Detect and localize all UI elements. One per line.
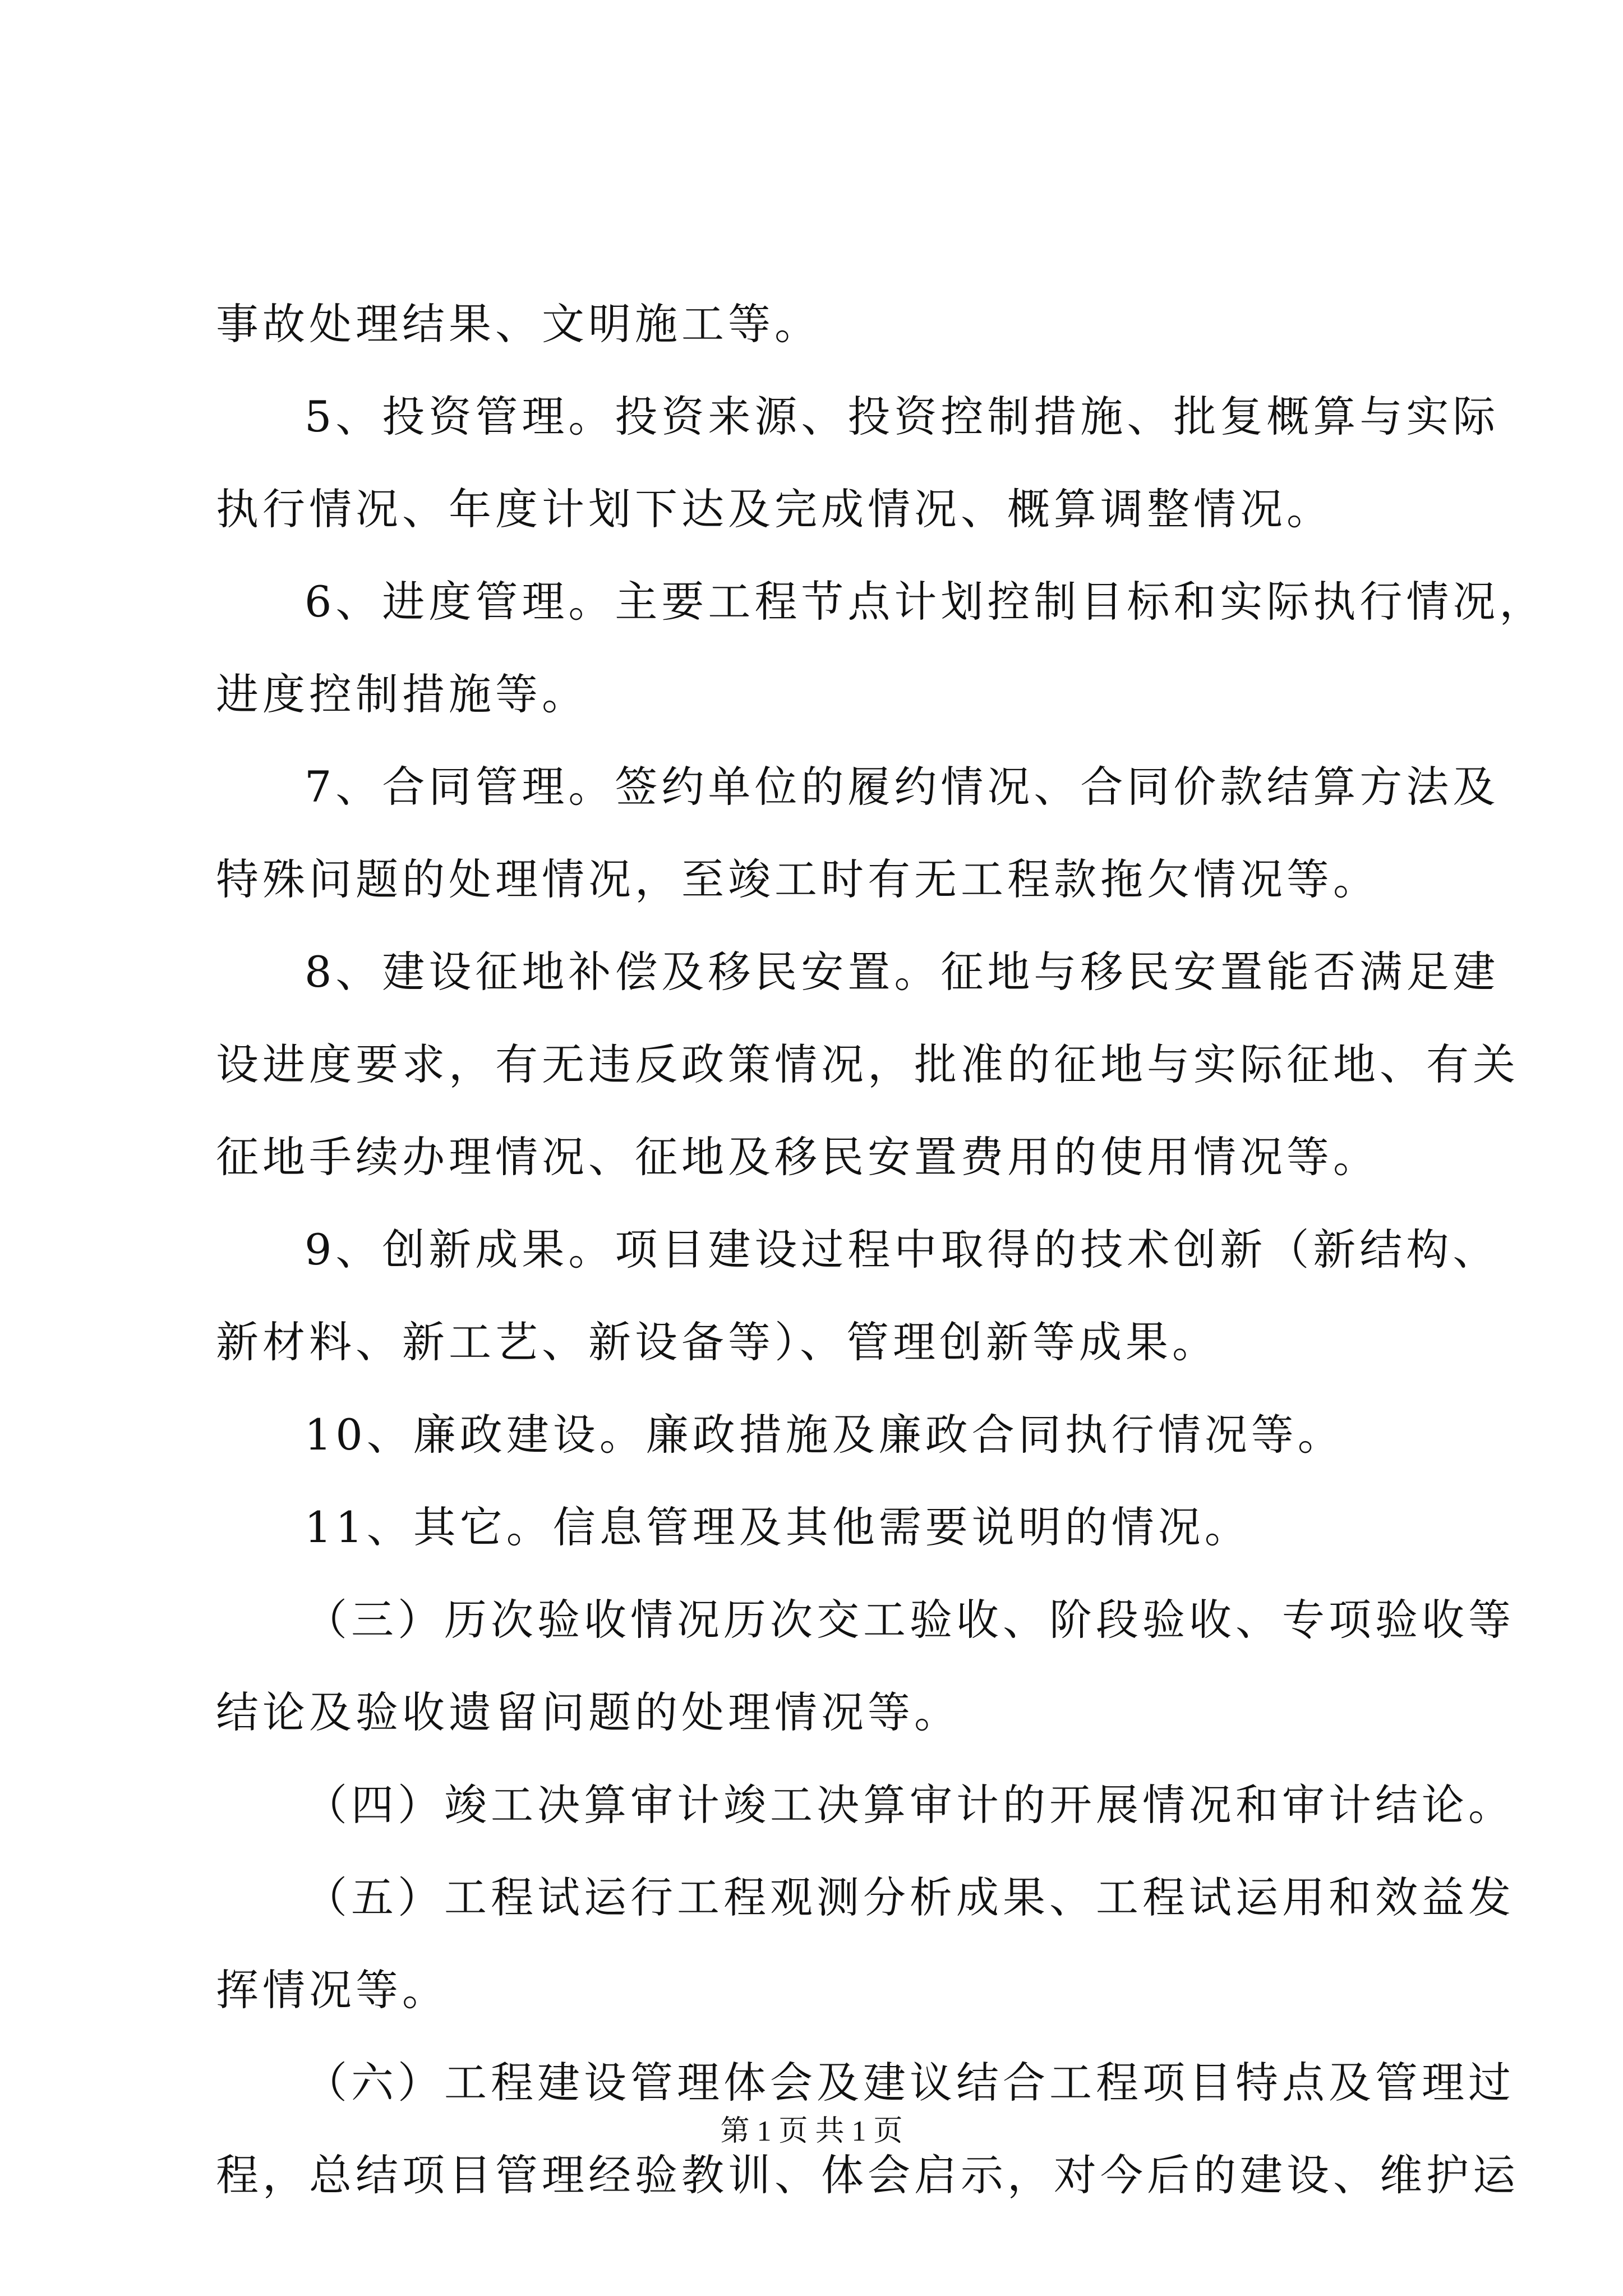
paragraph (216, 1224, 1500, 1368)
text-line: 征地手续办理情况、征地及移民安置费用的使用情况等。 (216, 1132, 1380, 1182)
paragraph (216, 1594, 1515, 1738)
text-line: （三）历次验收情况历次交工验收、阶段验收、专项验收等 (305, 1595, 1515, 1645)
paragraph (216, 1872, 1515, 2016)
text-line: 特殊问题的处理情况，至竣工时有无工程款拖欠情况等。 (216, 854, 1380, 904)
text-line: （六）工程建设管理体会及建议结合工程项目特点及管理过 (305, 2058, 1515, 2108)
text-line: 设进度要求，有无违反政策情况，批准的征地与实际征地、有关 (216, 1039, 1519, 1089)
paragraph (216, 576, 1546, 720)
text-line: 11、其它。信息管理及其他需要说明的情况。 (305, 1502, 1251, 1552)
paragraph (216, 1409, 1416, 1461)
paragraph (216, 298, 1416, 350)
text-line: 10、廉政建设。廉政措施及廉政合同执行情况等。 (305, 1410, 1344, 1460)
text-line: 9、创新成果。项目建设过程中取得的技术创新（新结构、 (305, 1225, 1500, 1274)
paragraph (216, 391, 1500, 535)
text-line: 执行情况、年度计划下达及完成情况、概算调整情况。 (216, 484, 1333, 534)
text-line: 挥情况等。 (216, 1965, 449, 2015)
paragraph (216, 1779, 1515, 1831)
text-line: 6、进度管理。主要工程节点计划控制目标和实际执行情况， (305, 577, 1546, 627)
text-line: 程，总结项目管理经验教训、体会启示，对今后的建设、维护运 (216, 2150, 1519, 2200)
text-line: 事故处理结果、文明施工等。 (216, 299, 821, 349)
text-line: 新材料、新工艺、新设备等）、管理创新等成果。 (216, 1317, 1219, 1367)
text-line: （四）竣工决算审计竣工决算审计的开展情况和审计结论。 (305, 1780, 1515, 1830)
page-footer: 第 1 页 共 1 页 (720, 2115, 903, 2147)
text-line: 结论及验收遗留问题的处理情况等。 (216, 1687, 961, 1737)
document-body (216, 298, 1546, 2201)
paragraph (216, 1502, 1416, 1553)
text-line: 8、建设征地补偿及移民安置。征地与移民安置能否满足建 (305, 947, 1500, 997)
text-line: 进度控制措施等。 (216, 669, 588, 719)
text-line: 5、投资管理。投资来源、投资控制措施、批复概算与实际 (305, 392, 1500, 441)
text-line: 7、合同管理。签约单位的履约情况、合同价款结算方法及 (305, 762, 1500, 812)
text-line: （五）工程试运行工程观测分析成果、工程试运用和效益发 (305, 1872, 1515, 1922)
paragraph (216, 946, 1519, 1183)
paragraph (216, 761, 1500, 905)
